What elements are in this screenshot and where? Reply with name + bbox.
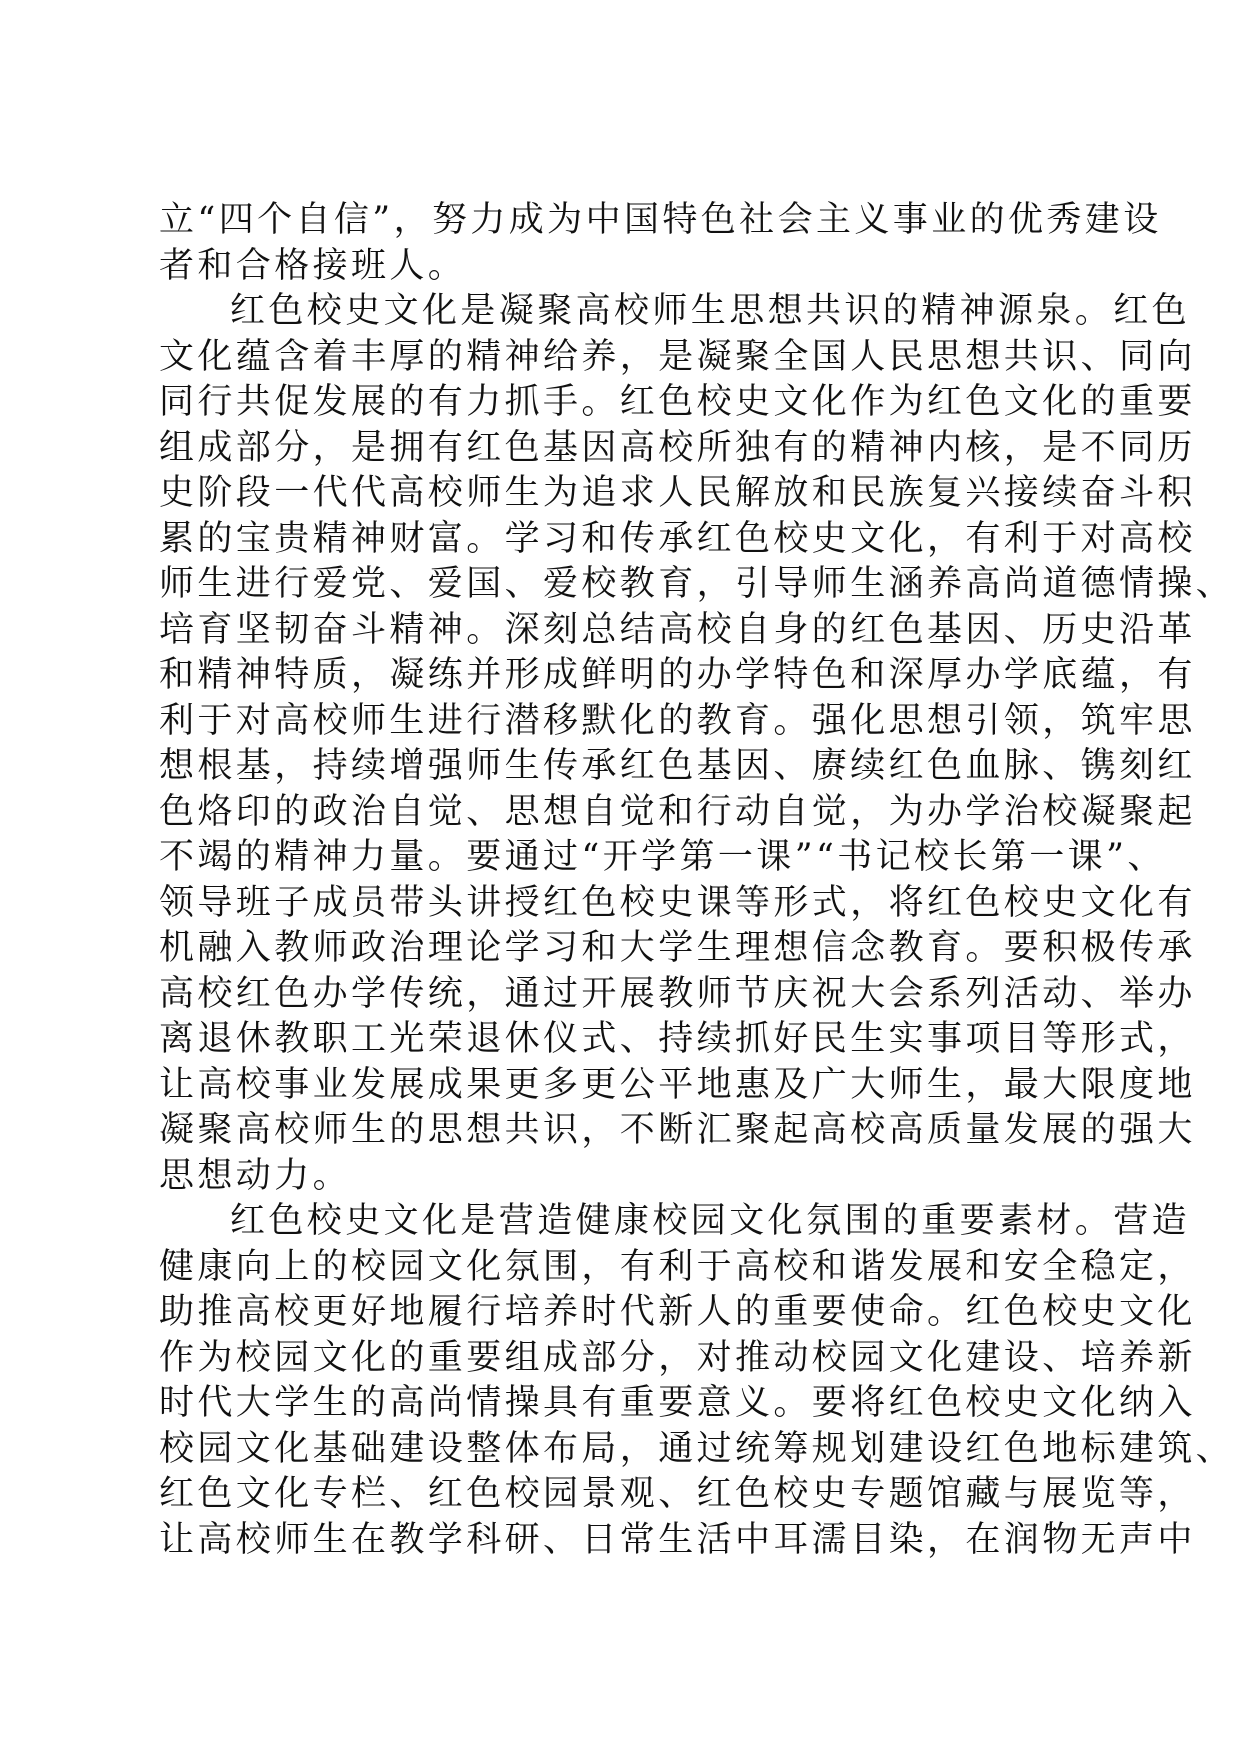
text-line: 助推高校更好地履行培养时代新人的重要使命。红色校史文化: [159, 1292, 1196, 1332]
text-line: 同行共促发展的有力抓手。红色校史文化作为红色文化的重要: [159, 382, 1196, 422]
text-line: 机融入教师政治理论学习和大学生理想信念教育。要积极传承: [159, 928, 1196, 968]
text-line: 校园文化基础建设整体布局，通过统筹规划建设红色地标建筑、: [159, 1428, 1235, 1469]
text-line: 时代大学生的高尚情操具有重要意义。要将红色校史文化纳入: [159, 1383, 1196, 1423]
text-line: 让高校事业发展成果更多更公平地惠及广大师生，最大限度地: [159, 1064, 1196, 1105]
text-line: 培育坚韧奋斗精神。深刻总结高校自身的红色基因、历史沿革: [159, 609, 1196, 650]
paragraph-first-line: 红色校史文化是营造健康校园文化氛围的重要素材。营造: [230, 1201, 1191, 1241]
text-line: 组成部分，是拥有红色基因高校所独有的精神内核，是不同历: [159, 427, 1196, 468]
text-line: 凝聚高校师生的思想共识，不断汇聚起高校高质量发展的强大: [159, 1110, 1196, 1150]
text-line: 立“四个自信”，努力成为中国特色社会主义事业的优秀建设: [159, 200, 1162, 240]
text-line: 健康向上的校园文化氛围，有利于高校和谐发展和安全稳定，: [159, 1246, 1196, 1287]
text-line: 红色文化专栏、红色校园景观、红色校史专题馆藏与展览等，: [159, 1474, 1196, 1514]
text-line: 色烙印的政治自觉、思想自觉和行动自觉，为办学治校凝聚起: [159, 791, 1196, 832]
body-text: [159, 198, 1235, 1563]
text-line: 和精神特质，凝练并形成鲜明的办学特色和深厚办学底蕴，有: [159, 655, 1196, 695]
text-line: 思想动力。: [159, 1155, 352, 1196]
text-line: 利于对高校师生进行潜移默化的教育。强化思想引领，筑牢思: [159, 700, 1196, 741]
text-line: 累的宝贵精神财富。学习和传承红色校史文化，有利于对高校: [159, 518, 1196, 559]
paragraph-first-line: 红色校史文化是凝聚高校师生思想共识的精神源泉。红色: [230, 291, 1191, 331]
text-line: 者和合格接班人。: [159, 245, 467, 286]
text-line: 想根基，持续增强师生传承红色基因、赓续红色血脉、镌刻红: [159, 746, 1196, 786]
text-line: 史阶段一代代高校师生为追求人民解放和民族复兴接续奋斗积: [159, 473, 1196, 513]
text-line: 离退休教职工光荣退休仪式、持续抓好民生实事项目等形式，: [159, 1019, 1196, 1059]
text-line: 不竭的精神力量。要通过“开学第一课”“书记校长第一课”、: [159, 837, 1166, 877]
text-line: 作为校园文化的重要组成部分，对推动校园文化建设、培养新: [159, 1337, 1196, 1378]
text-line: 领导班子成员带头讲授红色校史课等形式，将红色校史文化有: [159, 882, 1196, 923]
text-line: 让高校师生在教学科研、日常生活中耳濡目染，在润物无声中: [159, 1519, 1196, 1560]
text-line: 高校红色办学传统，通过开展教师节庆祝大会系列活动、举办: [159, 973, 1196, 1014]
text-line: 师生进行爱党、爱国、爱校教育，引导师生涵养高尚道德情操、: [159, 564, 1235, 604]
text-line: 文化蕴含着丰厚的精神给养，是凝聚全国人民思想共识、同向: [159, 336, 1196, 377]
